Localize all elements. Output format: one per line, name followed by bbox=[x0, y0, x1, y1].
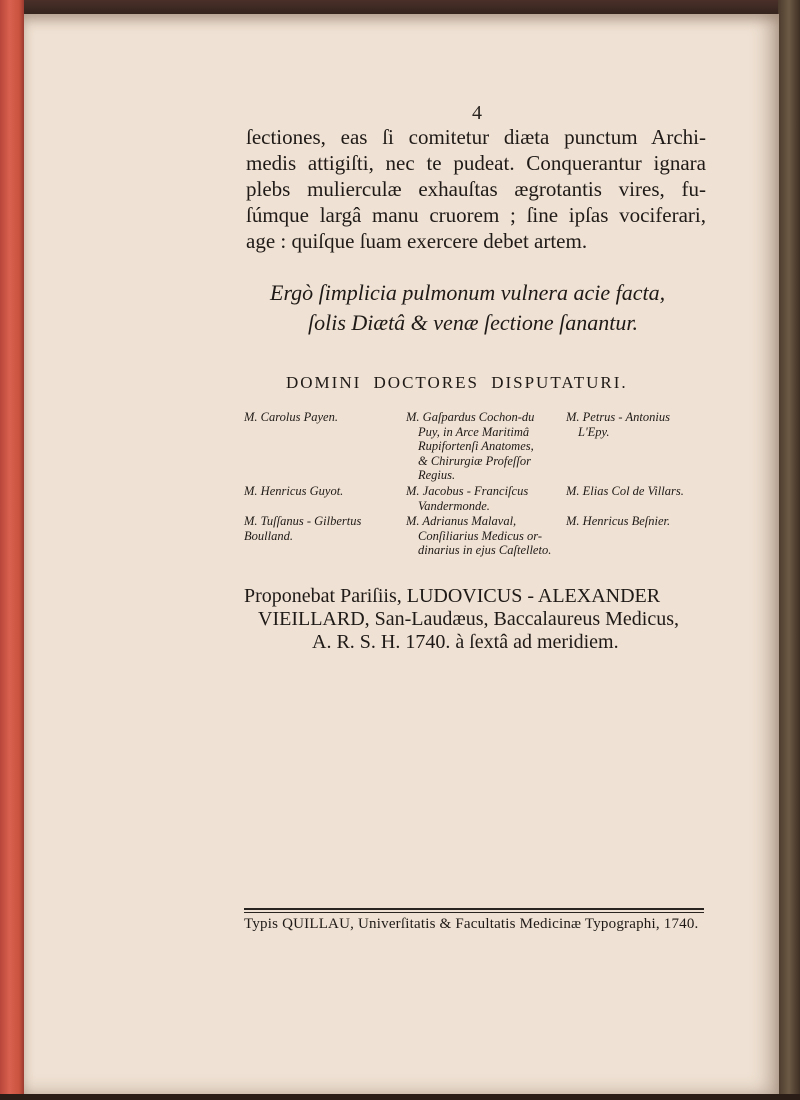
doctor-entry bbox=[406, 410, 566, 483]
proponebat-line: Proponebat Pariſiis, LUDOVICUS - ALEXANDER bbox=[244, 585, 661, 607]
doctor-line: Conſiliarius Medicus or- bbox=[418, 528, 543, 543]
doctor-entry bbox=[566, 410, 716, 439]
doctor-line: M. Petrus - Antonius bbox=[566, 410, 670, 424]
doctor-entry bbox=[244, 514, 394, 543]
doctor-line: M. Henricus Beſnier. bbox=[566, 514, 671, 528]
proponebat-line: VIEILLARD, San-Laudæus, Baccalaureus Medicus, bbox=[258, 608, 679, 630]
doctor-line: dinarius in ejus Caſtelleto. bbox=[418, 543, 552, 557]
conclusion-line-1: Ergò ſimplicia pulmonum vulnera acie facta, bbox=[270, 280, 666, 305]
conclusion-thesis bbox=[270, 278, 690, 338]
proponebat-paragraph bbox=[244, 585, 714, 654]
doctor-entry bbox=[406, 514, 566, 558]
book-bottom-edge bbox=[0, 1094, 800, 1100]
doctor-line: M. Henricus Guyot. bbox=[244, 484, 344, 498]
body-paragraph bbox=[246, 124, 706, 254]
printer-imprint: Typis QUILLAU, Univerſitatis & Facultatis Medicinæ Typographi, 1740. bbox=[244, 916, 699, 932]
conclusion-line-2: ſolis Diætâ & venæ ſectione ſanantur. bbox=[308, 310, 638, 335]
body-line: ſectiones, eas ſi comitetur diæta punctum Archi- bbox=[246, 125, 706, 149]
body-line: medis attigiſti, nec te pudeat. Conquerantur ignara bbox=[246, 151, 706, 175]
doctor-line: Vandermonde. bbox=[418, 498, 490, 513]
doctor-line: M. Tuſſanus - Gilbertus bbox=[244, 514, 362, 528]
doctor-line: Boulland. bbox=[244, 528, 293, 543]
page-number: 4 bbox=[472, 102, 482, 124]
footer-rule-thick bbox=[244, 908, 704, 910]
doctor-line: L'Epy. bbox=[578, 424, 610, 439]
book-edge-right bbox=[778, 0, 800, 1100]
doctor-entry bbox=[406, 484, 566, 513]
doctor-line: Regius. bbox=[418, 468, 456, 482]
doctor-line: M. Adrianus Malaval, bbox=[406, 514, 517, 528]
doctor-line: M. Elias Col de Villars. bbox=[566, 484, 684, 498]
doctor-entry bbox=[244, 410, 394, 425]
doctor-entry bbox=[566, 514, 716, 529]
doctor-line: M. Gaſpardus Cochon-du bbox=[406, 410, 535, 424]
doctor-line: & Chirurgiæ Profeſſor bbox=[418, 453, 531, 468]
doctor-line: M. Carolus Payen. bbox=[244, 410, 338, 424]
book-binding-left bbox=[0, 0, 24, 1100]
doctor-line: Puy, in Arce Maritimâ bbox=[418, 424, 530, 439]
doctor-line: Rupifortenſi Anatomes, bbox=[418, 439, 534, 453]
doctor-line: M. Jacobus - Franciſcus bbox=[406, 484, 529, 498]
doctors-heading: DOMINI DOCTORES DISPUTATURI. bbox=[286, 373, 628, 392]
footer-rule-thin bbox=[244, 912, 704, 913]
doctor-entry bbox=[244, 484, 394, 499]
body-line: age : quiſque ſuam exercere debet artem. bbox=[246, 229, 588, 253]
body-line: plebs mulierculæ exhauſtas ægrotantis vires, fu- bbox=[246, 177, 706, 201]
body-line: ſúmque largâ manu cruorem ; ſine ipſas vociferari, bbox=[246, 203, 706, 227]
proponebat-line: A. R. S. H. 1740. à ſextâ ad meridiem. bbox=[312, 631, 619, 653]
doctor-entry bbox=[566, 484, 716, 499]
